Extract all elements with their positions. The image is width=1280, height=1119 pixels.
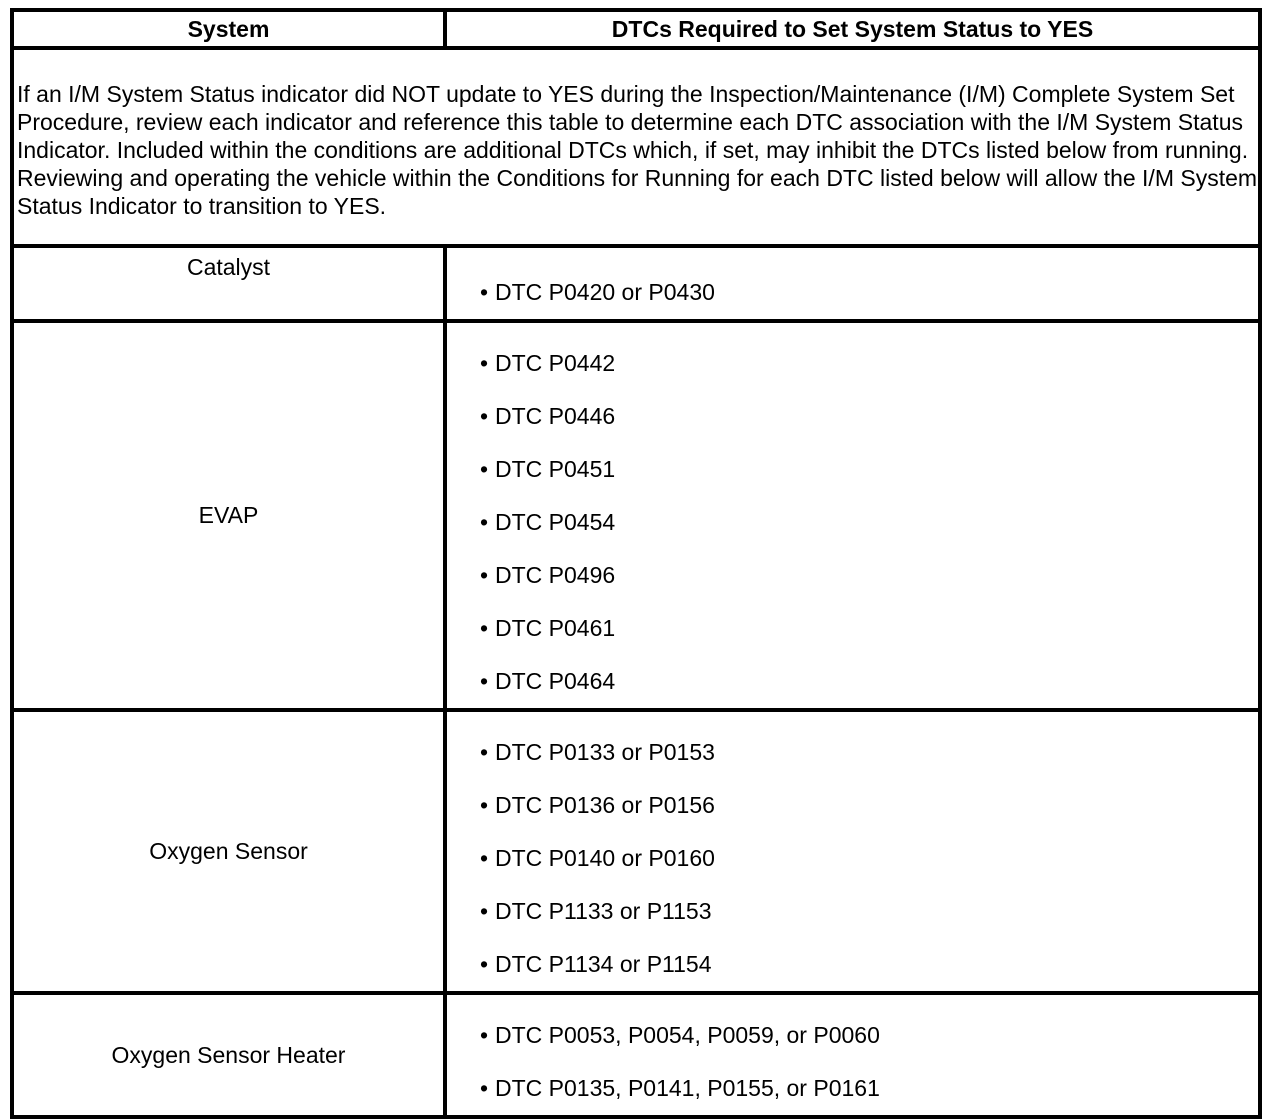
- dtc-text: DTC P0135, P0141, P0155, or P0161: [495, 1075, 880, 1101]
- list-item: [480, 602, 1258, 655]
- bullet-icon: •: [480, 668, 489, 694]
- dtc-list: [480, 1009, 1258, 1115]
- bullet-icon: •: [480, 456, 489, 482]
- dtc-list: [480, 726, 1258, 991]
- dtc-text: DTC P0053, P0054, P0059, or P0060: [495, 1022, 880, 1048]
- bullet-icon: •: [480, 792, 489, 818]
- list-item: [480, 885, 1258, 938]
- table-row: [12, 993, 1260, 1117]
- list-item: [480, 390, 1258, 443]
- bullet-icon: •: [480, 350, 489, 376]
- header-row: [12, 10, 1260, 48]
- dtc-list: [480, 337, 1258, 708]
- intro-text: If an I/M System Status indicator did NOT update to YES during the Inspection/Maintenance (I/M) Complete System Set Procedure, review each indicator and reference this table to determine each DTC association with the I/M System Status Indicator. Included within the conditions are additional DTCs which, if set, may inhibit the DTCs listed below from running. Reviewing and operating the vehicle within the Conditions for Running for each DTC listed below will allow the I/M System Status Indicator to transition to YES.: [12, 48, 1260, 246]
- list-item: [480, 266, 1258, 319]
- dtc-text: DTC P0496: [495, 562, 616, 588]
- bullet-icon: •: [480, 509, 489, 535]
- list-item: [480, 726, 1258, 779]
- system-name: Oxygen Sensor Heater: [12, 993, 445, 1117]
- bullet-icon: •: [480, 562, 489, 588]
- system-name: EVAP: [12, 321, 445, 710]
- system-name: Catalyst: [12, 246, 445, 321]
- dtc-text: DTC P0461: [495, 615, 616, 641]
- table-row: [12, 321, 1260, 710]
- dtc-text: DTC P0446: [495, 403, 616, 429]
- list-item: [480, 779, 1258, 832]
- list-item: [480, 832, 1258, 885]
- list-item: [480, 443, 1258, 496]
- dtc-text: DTC P0420 or P0430: [495, 279, 715, 305]
- bullet-icon: •: [480, 1022, 489, 1048]
- dtc-cell: [445, 993, 1260, 1117]
- dtc-text: DTC P0136 or P0156: [495, 792, 715, 818]
- table-row: [12, 246, 1260, 321]
- bullet-icon: •: [480, 845, 489, 871]
- table-row: [12, 710, 1260, 993]
- dtc-text: DTC P0442: [495, 350, 616, 376]
- dtcs-column-header: DTCs Required to Set System Status to YES: [445, 10, 1260, 48]
- dtc-text: DTC P0133 or P0153: [495, 739, 715, 765]
- bullet-icon: •: [480, 951, 489, 977]
- list-item: [480, 938, 1258, 991]
- dtc-cell: [445, 246, 1260, 321]
- bullet-icon: •: [480, 739, 489, 765]
- bullet-icon: •: [480, 279, 489, 305]
- dtc-text: DTC P0464: [495, 668, 616, 694]
- intro-row: [12, 48, 1260, 246]
- bullet-icon: •: [480, 615, 489, 641]
- dtc-text: DTC P1134 or P1154: [495, 951, 712, 977]
- bullet-icon: •: [480, 403, 489, 429]
- bullet-icon: •: [480, 898, 489, 924]
- dtc-cell: [445, 710, 1260, 993]
- dtc-cell: [445, 321, 1260, 710]
- dtc-text: DTC P0454: [495, 509, 616, 535]
- list-item: [480, 1009, 1258, 1062]
- list-item: [480, 549, 1258, 602]
- list-item: [480, 655, 1258, 708]
- bullet-icon: •: [480, 1075, 489, 1101]
- dtc-text: DTC P0451: [495, 456, 616, 482]
- dtc-text: DTC P0140 or P0160: [495, 845, 715, 871]
- list-item: [480, 1062, 1258, 1115]
- system-column-header: System: [12, 10, 445, 48]
- list-item: [480, 337, 1258, 390]
- system-name: Oxygen Sensor: [12, 710, 445, 993]
- dtc-text: DTC P1133 or P1153: [495, 898, 712, 924]
- dtc-requirements-table: [10, 8, 1262, 1119]
- list-item: [480, 496, 1258, 549]
- dtc-list: [480, 266, 1258, 319]
